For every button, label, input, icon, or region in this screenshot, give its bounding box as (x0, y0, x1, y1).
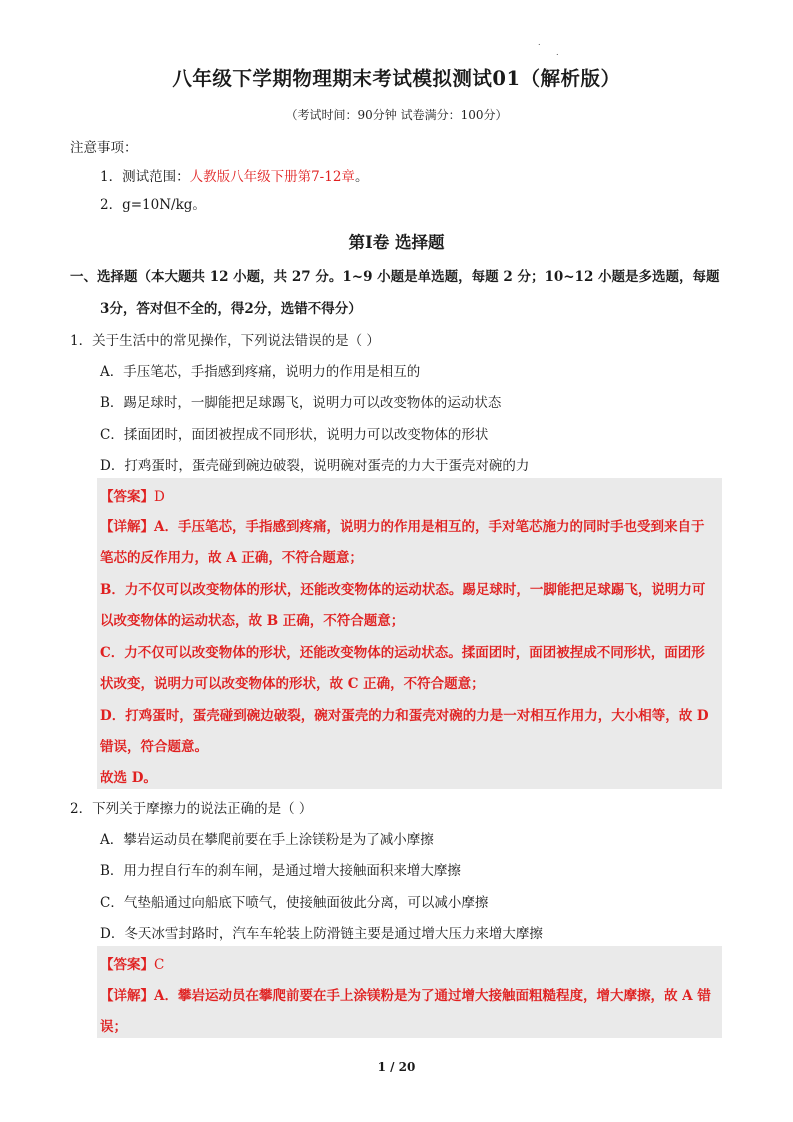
detail-label: 【详解】 (100, 519, 154, 535)
question-2-option-d: D．冬天冰雪封路时，汽车车轮装上防滑链主要是通过增大压力来增大摩擦 (100, 926, 543, 942)
question-2-option-b: B．用力捏自行车的刹车闸，是通过增大接触面积来增大摩擦 (100, 863, 461, 879)
question-1-detail-line: D．打鸡蛋时，蛋壳碰到碗边破裂，碗对蛋壳的力和蛋壳对碗的力是一对相互作用力，大小相等，故 D (100, 708, 709, 724)
question-1-stem: 1．关于生活中的常见操作，下列说法错误的是（ ） (70, 333, 380, 349)
note-item-2: 2．g=10N/kg。 (100, 197, 206, 213)
question-1-detail-line: 状改变，说明力可以改变物体的形状，故 C 正确，不符合题意； (100, 676, 485, 692)
detail-text: A．手压笔芯，手指感到疼痛，说明力的作用是相互的，手对笔芯施力的同时手也受到来自于 (154, 519, 705, 535)
question-2-answer (100, 953, 164, 973)
question-1-detail-line: 错误，符合题意。 (100, 739, 208, 755)
notes-heading: 注意事项： (70, 140, 138, 156)
question-1-detail-line (100, 515, 704, 535)
question-2-stem: 2．下列关于摩擦力的说法正确的是（ ） (70, 801, 313, 817)
page-number: 1 / 20 (377, 1060, 416, 1074)
answer-label: 【答案】 (100, 489, 154, 505)
question-2-detail-line: 误； (100, 1019, 127, 1035)
question-2-detail-line (100, 984, 711, 1004)
section-instructions-line-2: 3分，答对但不全的，得2分，选错不得分） (100, 301, 362, 317)
question-1-option-c: C．揉面团时，面团被捏成不同形状，说明力可以改变物体的形状 (100, 427, 489, 443)
section-title: 第Ⅰ卷 选择题 (348, 233, 445, 252)
header-dot: . (556, 48, 559, 57)
detail-text: A．攀岩运动员在攀爬前要在手上涂镁粉是为了通过增大接触面粗糙程度，增大摩擦，故 A 错 (154, 988, 711, 1004)
exam-info: （考试时间：90分钟 试卷满分：100分） (285, 108, 508, 122)
question-1-detail-line: 以改变物体的运动状态，故 B 正确，不符合题意； (100, 613, 405, 629)
detail-label: 【详解】 (100, 988, 154, 1004)
note-item-1 (100, 165, 368, 185)
question-1-option-d: D．打鸡蛋时，蛋壳碰到碗边破裂，说明碗对蛋壳的力大于蛋壳对碗的力 (100, 458, 530, 474)
note-item-1-suffix: 。 (354, 169, 369, 185)
note-item-1-range: 人教版八年级下册第7-12章 (189, 169, 355, 185)
question-1-answer (100, 485, 165, 505)
note-item-1-prefix: 1．测试范围： (100, 169, 190, 185)
answer-label: 【答案】 (100, 957, 154, 973)
section-instructions-line-1: 一、选择题（本大题共 12 小题，共 27 分。1~9 小题是单选题，每题 2 分；10~12 小题是多选题，每题 (70, 269, 720, 285)
question-1-option-b: B．踢足球时，一脚能把足球踢飞，说明力可以改变物体的运动状态 (100, 395, 502, 411)
page-title: 八年级下学期物理期末考试模拟测试01（解析版） (172, 67, 621, 90)
question-1-detail-line: B．力不仅可以改变物体的形状，还能改变物体的运动状态。踢足球时，一脚能把足球踢飞，说明力可 (100, 582, 706, 598)
header-dot: . (538, 38, 541, 47)
question-1-detail-line: C．力不仅可以改变物体的形状，还能改变物体的运动状态。揉面团时，面团被捏成不同形状，面团形 (100, 645, 705, 661)
question-1-option-a: A．手压笔芯，手指感到疼痛，说明力的作用是相互的 (100, 364, 421, 380)
question-1-conclusion: 故选 D。 (100, 770, 157, 786)
question-2-option-a: A．攀岩运动员在攀爬前要在手上涂镁粉是为了减小摩擦 (100, 832, 434, 848)
question-1-detail-line: 笔芯的反作用力，故 A 正确，不符合题意； (100, 550, 363, 566)
question-2-option-c: C．气垫船通过向船底下喷气，使接触面彼此分离，可以减小摩擦 (100, 895, 489, 911)
answer-value: C (154, 957, 165, 973)
answer-value: D (154, 489, 165, 505)
